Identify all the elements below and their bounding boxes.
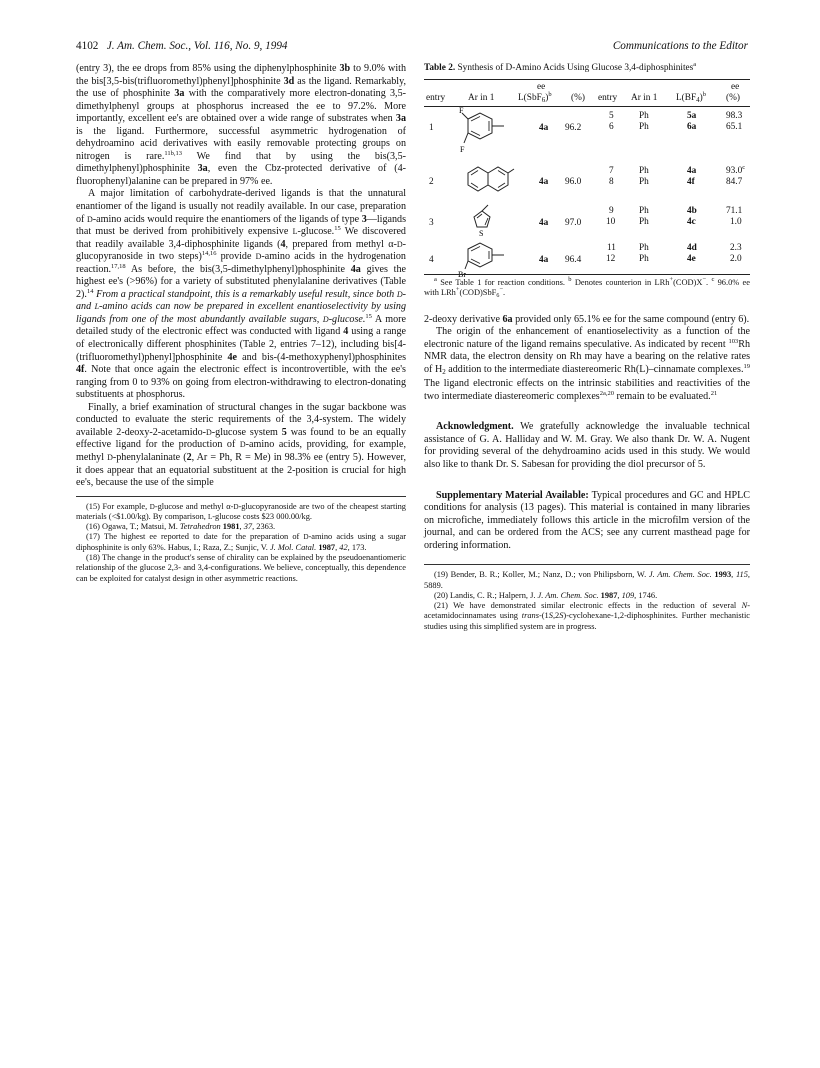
sulfur-label: S: [479, 228, 484, 238]
right-column: [424, 63, 750, 632]
acknowledgment: Acknowledgment. We gratefully acknowledge the invaluable technical assistance of G. A. Halliday and W. M. Gray. We also thank Dr. W. A. Nugent for providing several of the dehydroamino acids used in this study. We would also like to thank Dr. S. Sabesan for providing the diol precursor of 5.: [424, 421, 751, 470]
table-cell-ligand: 4c: [687, 216, 696, 227]
paragraph: Finally, a brief examination of structural changes in the sugar backbone was conducted to evaluate the steric requirements of the 3,4-system. The widely available 2-deoxy-2-acetamido-D-glucose system 5 was found to be an equally effective ligand for the production of D-amino acids, providing, for example, methyl D-phenylalaninate (2, Ar = Ph, R = Me) in 98.3% ee (entry 5). However, it does appear that an equatorial substituent at the 2-position is crucial for high ee's, because the use of the simple: [76, 401, 407, 489]
table-cell-entry: 5: [609, 110, 614, 121]
fluorine-label: F: [459, 105, 464, 115]
table-cell-ligand: 4a: [539, 254, 549, 265]
paragraph: (entry 3), the ee drops from 85% using the diphenylphosphinite 3b to 9.0% with the bis[3,5-bis(trifluoromethyl)phenyl]phosphinite 3d as the ligand. Remarkably, the use of phosphinite 3a with the comparatively more electron-donating 3,5-dimethylphenyl groups at phosphorus increased the ee to 97.2%. More importantly, excellent ee's are obtained over a wide range of substrates when 3a is the ligand. Furthermore, successful asymmetric hydrogenation of dehydroamino acid derivatives with easily removable protecting groups on nitrogen is rare.$^{11b,13}$ We find that by using the bis(3,5-dimethylphenyl)phosphinite 3a, even the Cbz-protected derivative of (4-fluorophenyl)alanine can be prepared in 97% ee.: [76, 63, 406, 187]
table-cell-ee: 96.2: [565, 122, 582, 133]
table-cell-entry: 3: [429, 217, 434, 228]
journal-citation: J. Am. Chem. Soc., Vol. 116, No. 9, 1994: [106, 40, 288, 52]
header-ar: Ar in 1: [468, 92, 495, 103]
fluorine-label: F: [460, 144, 465, 154]
footnote-17: (17) The highest ee reported to date for the preparation of D-amino acids using a sugar diphosphinite is only 63%. Habus, I.; Raza, Z.; Sunjic, V. J. Mol. Catal. 1987, 42, 173.: [76, 532, 407, 552]
table-cell-ee: 1.0: [730, 216, 742, 227]
header-ee-pct: (%): [571, 92, 585, 103]
table-cell-entry: 7: [609, 165, 614, 176]
footnote-19: (19) Bender, B. R.; Koller, M.; Nanz, D.; von Philipsborn, W. J. Am. Chem. Soc. 1993, 115, 5889.: [424, 570, 750, 590]
table-caption: Table 2. Synthesis of D-Amino Acids Using Glucose 3,4-diphosphinites$^a$: [424, 61, 697, 73]
table-notes: $^a$ See Table 1 for reaction conditions. $^b$ Denotes counterion in LRh+(COD)X−. $^c$ 96.0% ee with LRh+(COD)SbF$_6$−.: [424, 275, 750, 299]
header-lbf: $L(BF_4)^b$: [676, 90, 707, 104]
paragraph: The origin of the enhancement of enantioselectivity as a function of the electronic nature of the ligand remains speculative. As indicated by recent $^{103}$Rh NMR data, the electron density on Rh may have a bearing on the relative rates of H2 addition to the intermediate diastereomeric Rh(L)–cinnamate complexes.$^{19}$ The ligand electronic effects on the intrinsic stabilities and reactivities of the two intermediate diastereomeric complexes$^{2a,20}$ remain to be evaluated.$^{21}$: [424, 326, 750, 402]
table-cell-ee: 93.0$^c$: [726, 163, 746, 176]
table-cell-ligand: 4e: [687, 253, 696, 264]
table-cell-entry: 11: [607, 242, 616, 253]
table-bottom-rule: [424, 274, 750, 275]
table-cell-ligand: 6a: [687, 121, 697, 132]
table-2: [424, 79, 750, 279]
footnotes-left: [76, 502, 406, 584]
footnote-20: (20) Landis, C. R.; Halpern, J. J. Am. Chem. Soc. 1987, 109, 1746.: [434, 590, 658, 600]
table-cell-ar: Ph: [639, 176, 649, 187]
table-cell-ee: 2.0: [730, 253, 742, 264]
table-cell-entry: 1: [429, 122, 434, 133]
section-title: Communications to the Editor: [612, 40, 748, 52]
table-cell-ar: Ph: [639, 216, 649, 227]
difluorophenyl-structure: [458, 105, 518, 169]
header-ee-2: ee: [731, 81, 740, 92]
footnote-18: (18) The change in the product's sense of chirality can be explained by the pseudoenantiomeric relationship of the glucose 2,3- and 3,4-configurations. We believe, conceptually, this dependence can be exploited for catalyst design in other asymmetric reactions.: [76, 553, 406, 583]
footnotes-right: [424, 570, 750, 632]
table-cell-ee: 65.1: [726, 121, 743, 132]
bromophenyl-structure: [458, 241, 518, 277]
table-header-rule: [424, 106, 750, 107]
table-cell-ar: Ph: [639, 253, 649, 264]
table-cell-ligand: 4b: [687, 205, 697, 216]
table-cell-ee: 97.0: [565, 217, 582, 228]
bromine-label: Br: [458, 269, 466, 279]
header-ee-pct-2: (%): [726, 92, 740, 103]
table-note-a: See Table 1 for reaction conditions.: [440, 277, 565, 287]
supplementary-material: Supplementary Material Available: Typical procedures and GC and HPLC conditions for analysis (13 pages). This material is contained in many libraries on microfiche, immediately follows this article in the microfilm version of the journal, and can be ordered from the ACS; see any current masthead page for ordering information.: [424, 489, 750, 551]
table-cell-ligand: 4f: [687, 176, 695, 187]
header-entry: entry: [426, 92, 446, 103]
table-cell-ee: 71.1: [726, 205, 743, 216]
footnote-15: (15) For example, D-glucose and methyl α-D-glucopyranoside are two of the cheapest starting materials (<$1.00/kg). By comparison, L-glucose costs $23 000.00/kg.: [76, 501, 406, 521]
table-cell-ar: Ph: [639, 165, 649, 176]
left-column: [76, 63, 406, 584]
paragraph: A major limitation of carbohydrate-derived ligands is that the unnatural enantiomer of the ligand is usually not readily available. In our case, preparation of D-amino acids would require the enantiomers of the ligands of type 3—ligands that must be derived from prohibitively expensive L-glucose.$^{15}$ We discovered that readily available 3,4-diphosphinite ligands (4, prepared from methyl α-D-glucopyranoside in two steps)$^{14,16}$ provide D-amino acids in the hydrogenation reaction.$^{17,18}$ As before, the bis(3,5-dimethylphenyl)phosphinite 4a gives the highest ee's (>96%) for a variety of substituted phenylalanine derivatives (Table 2).$^{14}$ From a practical standpoint, this is a remarkably useful result, since both D- and L-amino acids can now be prepared in excellent enantioselectivity by using ligands from one of the most abundantly available sugars, D-glucose.$^{15}$ A more detailed study of the electronic effect was conducted with ligand 4 using a range of electronically different phosphinites (Table 2, entries 7–12), including bis[4-(trifluoromethyl)phenyl]phosphinite 4e and bis-(4-methoxyphenyl)phosphinites 4f. Note that once again the electronic effect is incontrovertible, with the ee's ranging from 0 to 93% on going from electron-withdrawing to electron-donating substituents at phosphorus.: [76, 188, 407, 401]
table-cell-ligand: 5a: [687, 110, 697, 121]
table-cell-ar: Ph: [639, 205, 649, 216]
table-cell-ee: 96.4: [565, 254, 582, 265]
running-head: [76, 40, 748, 56]
header-ar-2: Ar in 1: [631, 92, 658, 103]
table-cell-ar: Ph: [639, 242, 649, 253]
table-cell-ee: 96.0: [565, 176, 582, 187]
footnote-21: (21) We have demonstrated similar electronic effects in the reduction of several N-acetamidocinnamates using trans-(1S,2S)-cyclohexane-1,2-diphosphinites. Further mechanistic studies using this simplified system are in progress.: [424, 601, 750, 631]
thienyl-structure: [468, 203, 508, 243]
page-number: 4102: [76, 40, 99, 52]
table-top-rule: [424, 79, 750, 80]
table-cell-ligand: 4a: [539, 122, 549, 133]
header-entry-2: entry: [598, 92, 618, 103]
table-cell-entry: 2: [429, 176, 434, 187]
footnote-divider: [76, 496, 406, 497]
header-ee: ee: [537, 81, 546, 92]
table-cell-entry: 8: [609, 176, 614, 187]
naphthyl-structure: [464, 165, 516, 197]
table-cell-entry: 10: [606, 216, 616, 227]
footnote-divider: [424, 564, 750, 565]
table-cell-ar: Ph: [639, 121, 649, 132]
table-cell-ligand: 4a: [687, 165, 697, 176]
table-cell-ee: 2.3: [730, 242, 742, 253]
table-cell-ar: Ph: [639, 110, 649, 121]
table-cell-ee: 84.7: [726, 176, 743, 187]
table-cell-entry: 6: [609, 121, 614, 132]
table-cell-entry: 12: [606, 253, 616, 264]
paragraph: 2-deoxy derivative 6a provided only 65.1% ee for the same compound (entry 6).: [424, 313, 750, 325]
table-cell-ligand: 4a: [539, 176, 549, 187]
table-cell-ligand: 4a: [539, 217, 549, 228]
header-lsbf: $L(SbF_6)^b$: [518, 90, 552, 104]
table-cell-ee: 98.3: [726, 110, 743, 121]
footnote-16: (16) Ogawa, T.; Matsui, M. Tetrahedron 1981, 37, 2363.: [86, 522, 276, 532]
table-cell-entry: 4: [429, 254, 434, 265]
table-cell-ligand: 4d: [687, 242, 697, 253]
table-cell-entry: 9: [609, 205, 614, 216]
